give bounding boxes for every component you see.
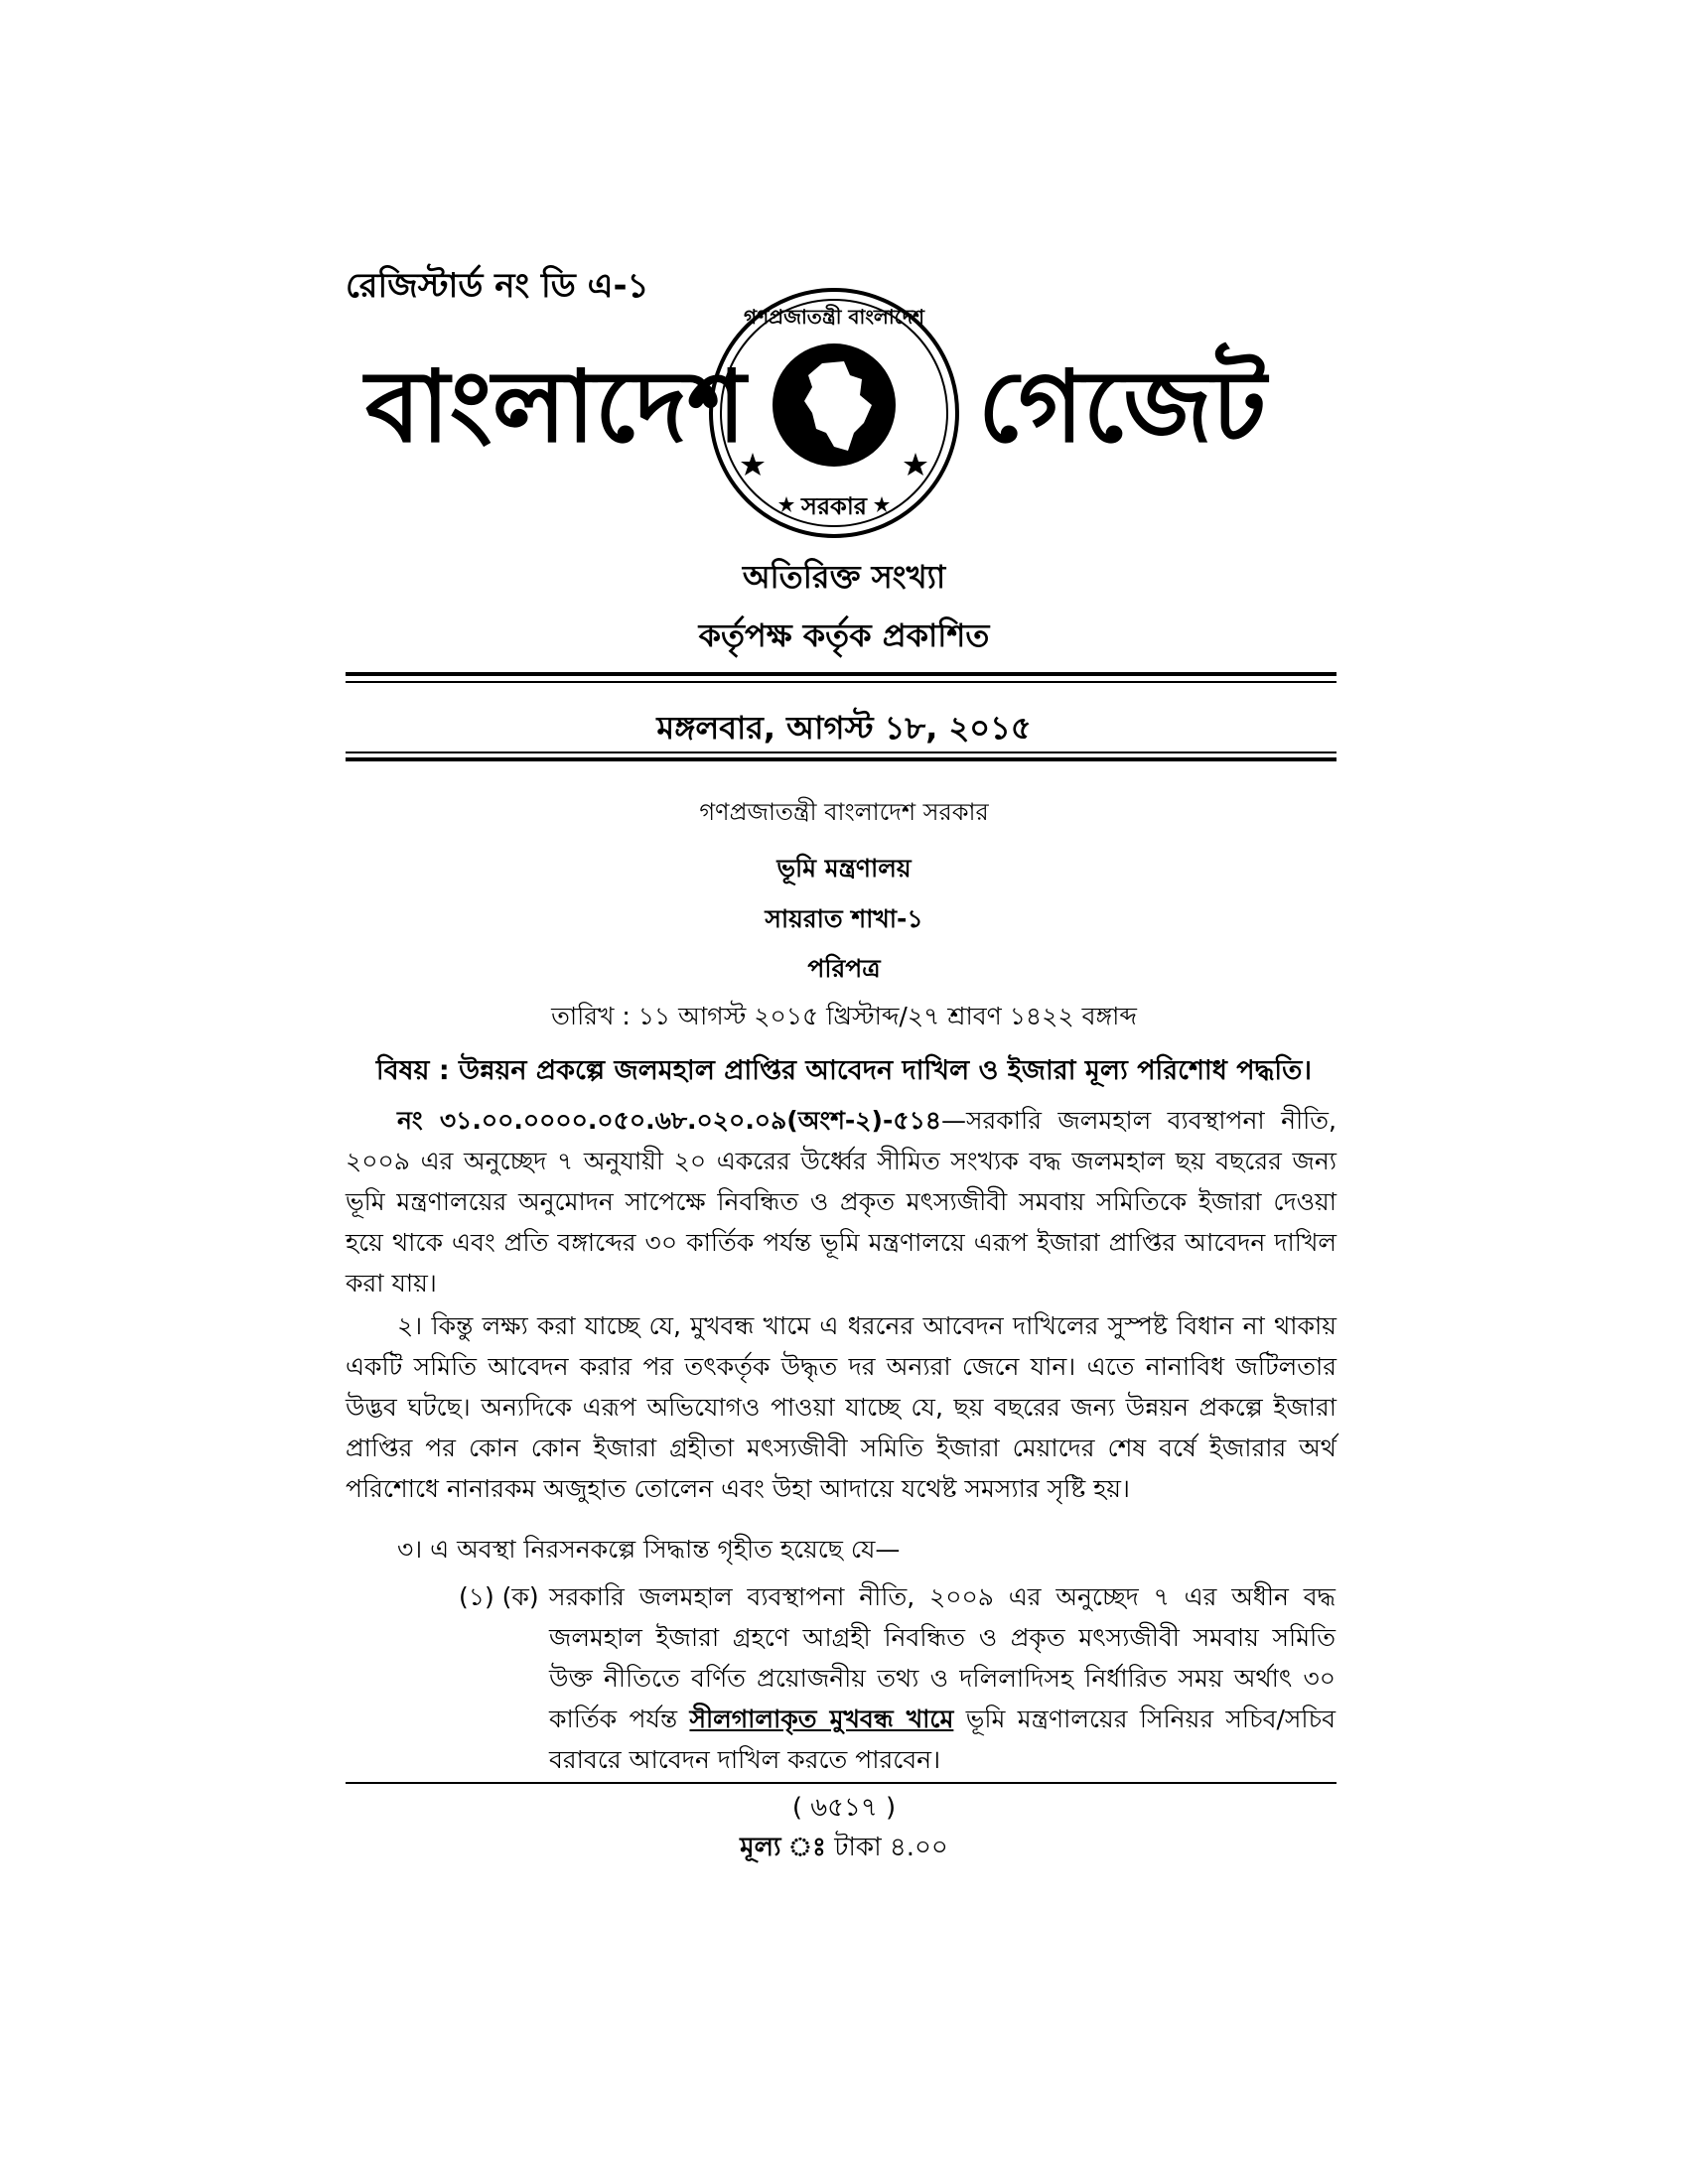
circular-heading: পরিপত্র (807, 954, 881, 983)
header-divider-top-thin (346, 681, 1336, 683)
gazette-title-left: বাংলাদেশ (365, 348, 747, 465)
header-divider-bottom (346, 757, 1336, 761)
seal-top-text: গণপ্রজাতন্ত্রী বাংলাদেশ (743, 305, 925, 329)
branch-name: সায়রাত শাখা-১ (765, 904, 923, 933)
price-value: টাকা ৪.০০ (834, 1833, 948, 1862)
registration-number: রেজিস্টার্ড নং ডি এ-১ (346, 266, 649, 306)
footer-divider (346, 1782, 1336, 1784)
paragraph-2 (346, 1305, 1336, 1509)
price-label: মূল্য ঃ (740, 1833, 826, 1862)
gazette-title-right: গেজেট (978, 348, 1267, 465)
header-divider-top (346, 672, 1336, 676)
government-name: গণপ্রজাতন্ত্রী বাংলাদেশ সরকার (699, 798, 989, 826)
clause-text-part-1: সরকারি জলমহাল ব্যবস্থাপনা নীতি, ২০০৯ এর অনুচ্ছেদ ৭ এর অধীন বদ্ধ জলমহাল ইজারা গ্রহণে আগ্রহী নিবন্ধিত ও প্রকৃত মৎস্যজীবী সমবায় সমিতি উক্ত নীতিতে বর্ণিত প্রয়োজনীয় তথ্য ও দলিলাদিসহ নির্ধারিত সময় অর্থাৎ ৩০ কার্তিক পর্যন্ত (549, 1582, 1336, 1733)
clause-number: (১) (ক) (459, 1582, 539, 1611)
circular-date: তারিখ : ১১ আগস্ট ২০১৫ খ্রিস্টাব্দ/২৭ শ্রাবণ ১৪২২ বঙ্গাব্দ (551, 1002, 1137, 1030)
page-number: ( ৬৫১৭ ) (791, 1793, 897, 1823)
price-line (0, 1827, 1688, 1870)
clause-text (549, 1576, 1336, 1780)
paragraph-1-text: —সরকারি জলমহাল ব্যবস্থাপনা নীতি, ২০০৯ এর অনুচ্ছেদ ৭ অনুযায়ী ২০ একরের উর্ধ্বের সীমিত সংখ্যক বদ্ধ জলমহাল ছয় বছরের জন্য ভূমি মন্ত্রণালয়ের অনুমোদন সাপেক্ষে নিবন্ধিত ও প্রকৃত মৎস্যজীবী সমবায় সমিতিকে ইজারা দেওয়া হয়ে থাকে এবং প্রতি বঙ্গাব্দের ৩০ কার্তিক পর্যন্ত ভূমি মন্ত্রণালয়ে এরূপ ইজারা প্রাপ্তির আবেদন দাখিল করা যায়। (346, 1106, 1337, 1297)
clause-text-part-2: ভূমি মন্ত্রণালয়ের সিনিয়র সচিব/সচিব বরাবরে আবেদন দাখিল করতে পারবেন। (549, 1705, 1336, 1774)
paragraph-3-text: ৩। এ অবস্থা নিরসনকল্পে সিদ্ধান্ত গৃহীত হয়েছে যে— (397, 1535, 901, 1564)
paragraph-1 (346, 1100, 1336, 1303)
sealed-envelope-emphasis: সীলগালাকৃত মুখবন্ধ খামে (689, 1705, 954, 1733)
seal-bottom-text: সরকার (800, 492, 868, 520)
circular-subject: বিষয় : উন্নয়ন প্রকল্পে জলমহাল প্রাপ্তির আবেদন দাখিল ও ইজারা মূল্য পরিশোধ পদ্ধতি। (375, 1055, 1313, 1086)
ministry-name: ভূমি মন্ত্রণালয় (776, 854, 912, 883)
paragraph-2-text: ২। কিন্তু লক্ষ্য করা যাচ্ছে যে, মুখবন্ধ খামে এ ধরনের আবেদন দাখিলের সুস্পষ্ট বিধান না থাকায় একটি সমিতি আবেদন করার পর তৎকর্তৃক উদ্ধৃত দর অন্যরা জেনে যান। এতে নানাবিধ জটিলতার উদ্ভব ঘটছে। অন্যদিকে এরূপ অভিযোগও পাওয়া যাচ্ছে যে, ছয় বছরের জন্য উন্নয়ন প্রকল্পে ইজারা প্রাপ্তির পর কোন কোন ইজারা গ্রহীতা মৎস্যজীবী সমিতি ইজারা মেয়াদের শেষ বর্ষে ইজারার অর্থ পরিশোধে নানারকম অজুহাত তোলেন এবং উহা আদায়ে যথেষ্ট সমস্যার সৃষ্টি হয়। (346, 1311, 1336, 1503)
header-divider-bottom-thin (346, 751, 1336, 753)
published-by-label: কর্তৃপক্ষ কর্তৃক প্রকাশিত (698, 616, 990, 654)
government-seal-icon (705, 284, 963, 542)
extra-issue-label: অতিরিক্ত সংখ্যা (742, 558, 946, 596)
issue-date: মঙ্গলবার, আগস্ট ১৮, ২০১৫ (656, 709, 1032, 747)
reference-number: নং ৩১.০০.০০০০.০৫০.৬৮.০২০.০৯(অংশ-২)-৫১৪ (397, 1106, 942, 1135)
paragraph-3 (346, 1529, 1336, 1570)
